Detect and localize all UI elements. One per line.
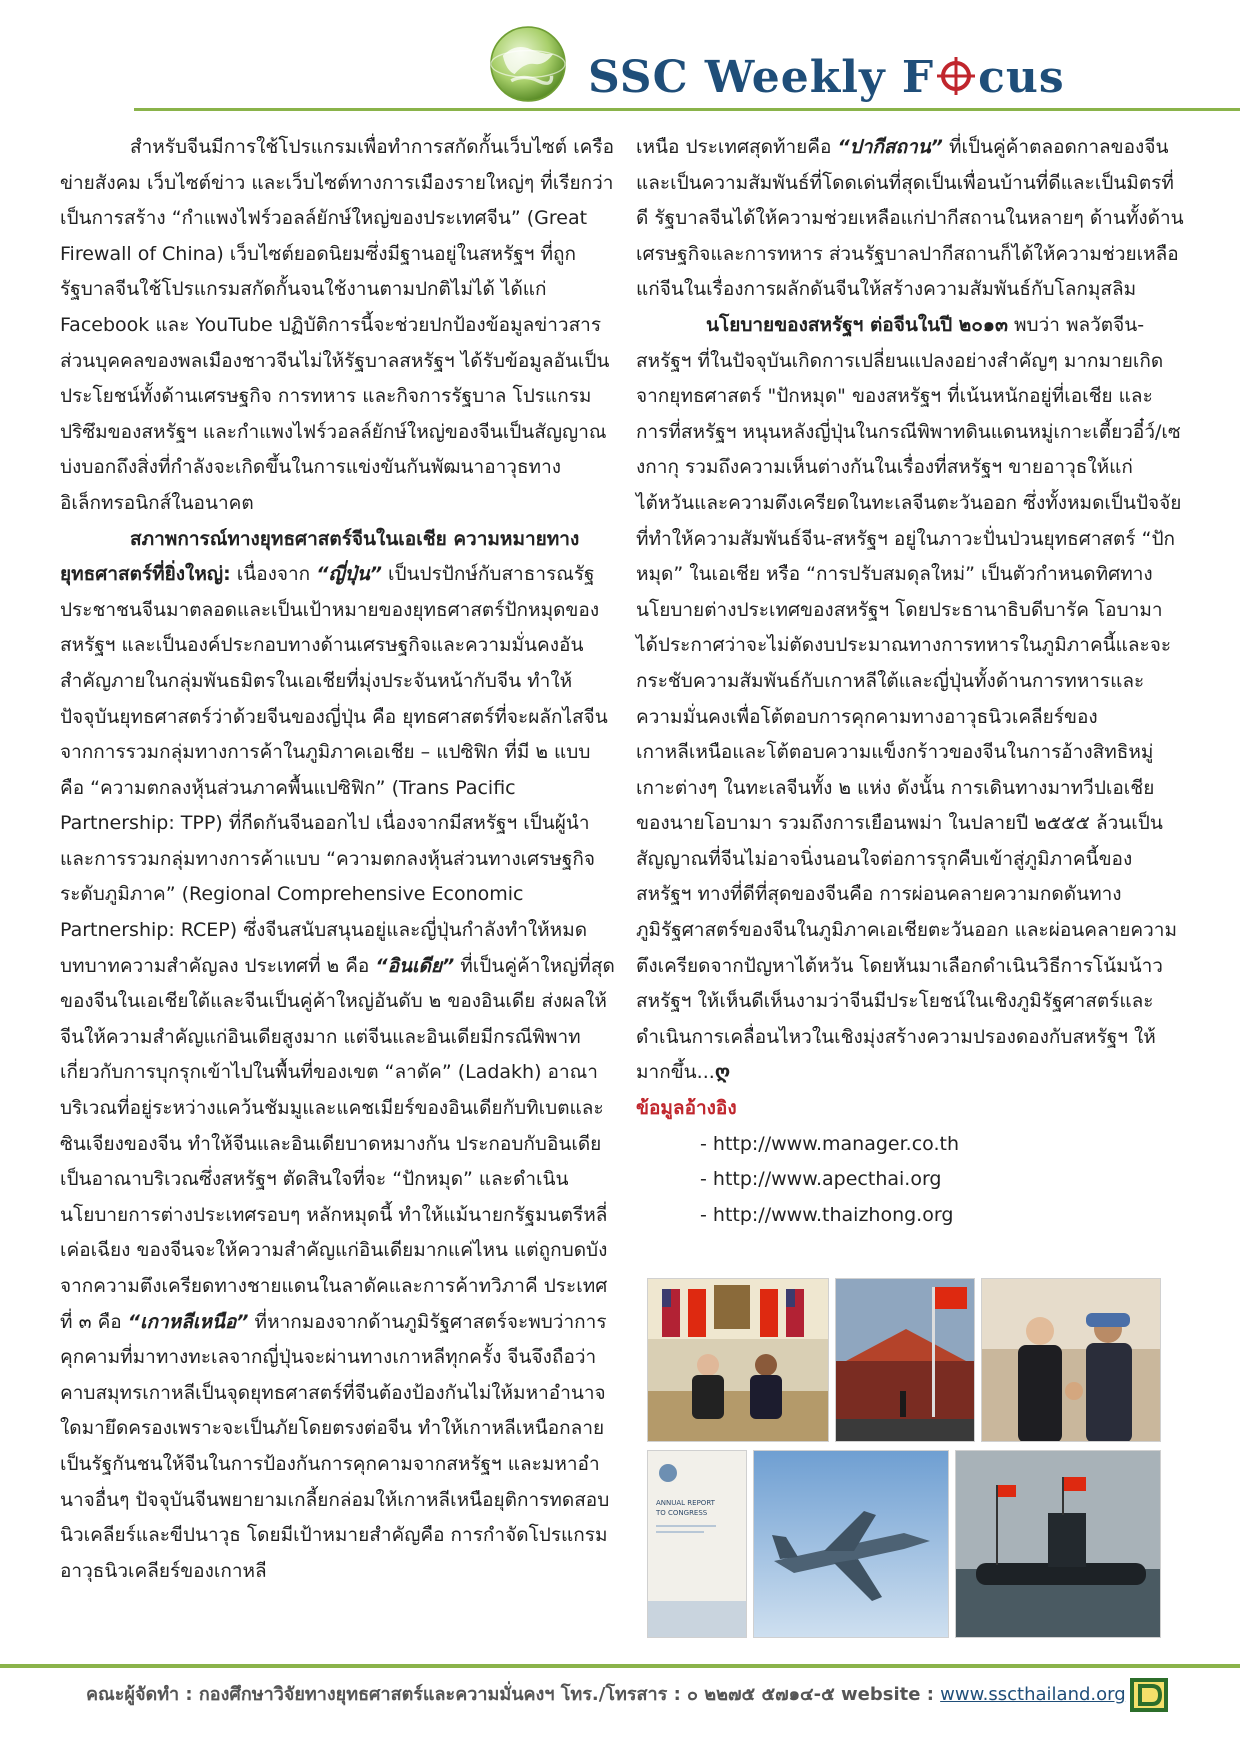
photo-fighter-jet [753, 1450, 949, 1638]
country-north-korea: “เกาหลีเหนือ” [127, 1310, 249, 1333]
pakistan-paragraph [636, 130, 1184, 308]
country-pakistan: “ปากีสถาน” [837, 136, 943, 158]
end-mark-icon: ღ [714, 1061, 731, 1084]
references-list [636, 1127, 1184, 1234]
reference-link[interactable]: - http://www.apecthai.org [700, 1162, 1184, 1198]
photo-leaders-meeting-image [648, 1279, 829, 1442]
masthead-text-start: SSC Weekly F [588, 52, 935, 103]
report-title-line2: TO CONGRESS [656, 1509, 708, 1517]
reference-link[interactable]: - http://www.thaizhong.org [700, 1198, 1184, 1234]
header-divider [134, 108, 1240, 111]
photo-leaders-meeting [647, 1278, 829, 1442]
crosshair-o-icon [936, 56, 976, 96]
text-segment: พบว่า พลวัตจีน-สหรัฐฯ ที่ในปัจจุบันเกิดการเปลี่ยนแปลงอย่างสำคัญๆ มากมายเกิดจากยุทธศาสตร์ "ปักหมุด" ของสหรัฐฯ ที่เน้นหนักอยู่ที่เอเชีย และการที่สหรัฐฯ หนุนหลังญี่ปุ่นในกรณีพิพาทดินแดนหมู่เกาะเตี้ยวอี๋ว์/เซงกากุ รวมถึงความเห็นต่างกันในเรื่องที่สหรัฐฯ ขายอาวุธให้แก่ไต้หวันและความตึงเครียดในทะเลจีนตะวันออก ซึ่งทั้งหมดเป็นปัจจัยที่ทำให้ความสัมพันธ์จีน-สหรัฐฯ อยู่ในภาวะปั่นป่วนยุทธศาสตร์ “ปักหมุด” ในเอเชีย หรือ “การปรับสมดุลใหม่” เป็นตัวกำหนดทิศทางนโยบายต่างประเทศของสหรัฐฯ โดยประธานาธิบดีบารัค โอบามา ได้ประกาศว่าจะไม่ตัดงบประมาณทางการทหารในภูมิภาคนี้และจะกระชับความสัมพันธ์กับเกาหลีใต้และญี่ปุ่นทั้งด้านการทหารและความมั่นคงเพื่อโต้ตอบการคุกคามทางอาวุธนิวเคลียร์ของเกาหลีเหนือและโต้ตอบความแข็งกร้าวของจีนในการอ้างสิทธิหมู่เกาะต่างๆ ในทะเลจีนทั้ง ๒ แห่ง ดังนั้น การเดินทางมาทวีปเอเชียของนายโอบามา รวมถึงการเยือนพม่า ในปลายปี ๒๕๕๕ ล้วนเป็นสัญญาณที่จีนไม่อาจนิ่งนอนใจต่อการรุกคืบเข้าสู่ภูมิภาคนี้ของสหรัฐฯ ทางที่ดีที่สุดของจีนคือ การผ่อนคลายความกดดันทางภูมิรัฐศาสตร์ของจีนในภูมิภาคเอเชียตะวันออก และผ่อนคลายความตึงเครียดจากปัญหาไต้หวัน โดยหันมาเลือกดำเนินวิธีการโน้มน้าวสหรัฐฯ ให้เห็นดีเห็นงามว่าจีนมีประโยชน์ในเชิงภูมิรัฐศาสตร์และดำเนินการเคลื่อนไหวในเชิงมุ่งสร้างความปรองดองกับสหรัฐฯ ให้มากขึ้น... [636, 313, 1182, 1084]
photo-tiananmen-flag-image [836, 1279, 975, 1442]
country-india: “อินเดีย” [375, 954, 455, 977]
footer-credit-text: คณะผู้จัดทำ : กองศึกษาวิจัยทางยุทธศาสตร์และความมั่นคงฯ โทร./โทรสาร : ๐ ๒๒๗๕ ๕๗๑๔-๕ website : [86, 1684, 941, 1705]
country-japan: “ญี่ปุ่น” [316, 563, 382, 586]
photo-collage [647, 1278, 1193, 1638]
photo-handshake-image [982, 1279, 1161, 1442]
us-policy-paragraph [636, 308, 1184, 1091]
references-heading: ข้อมูลอ้างอิง [636, 1097, 737, 1120]
page-header [0, 0, 1240, 118]
report-cover-image [648, 1451, 747, 1638]
photo-tiananmen-flag [835, 1278, 975, 1442]
text-segment: เหนือ ประเทศสุดท้ายคือ [636, 136, 838, 158]
section-heading-us-policy: นโยบายของสหรัฐฯ ต่อจีนในปี ๒๐๑๓ [706, 313, 1008, 336]
photo-submarine-image [956, 1451, 1161, 1638]
reference-link[interactable]: - http://www.manager.co.th [700, 1127, 1184, 1163]
text-segment: ที่เป็นคู่ค้าใหญ่ที่สุดของจีนในเอเชียใต้และจีนเป็นคู่ค้าใหญ่อันดับ ๒ ของอินเดีย ส่งผลให้จีนให้ความสำคัญแก่อินเดียสูงมาก แต่จีนและอินเดียมีกรณีพิพาทเกี่ยวกับการบุกรุกเข้าไปในพื้นที่ของเขต “ลาดัค” (Ladakh) อาณาบริเวณที่อยู่ระหว่างแคว้นชัมมูและแคชเมียร์ของอินเดียกับทิเบตและซินเจียงของจีน ทำให้จีนและอินเดียบาดหมางกัน ประกอบกับอินเดียเป็นอาณาบริเวณซึ่งสหรัฐฯ ตัดสินใจที่จะ “ปักหมุด” และดำเนินนโยบายการต่างประเทศรอบๆ หลักหมุดนี้ ทำให้แม้นายกรัฐมนตรีหลี่ เค่อเฉียง ของจีนจะให้ความสำคัญแก่อินเดียมากแค่ไหน แต่ถูกบดบังจากความตึงเครียดทางชายแดนในลาดัคและการค้าทวิภาคี ประเทศที่ ๓ คือ [60, 954, 615, 1333]
text-segment: ที่เป็นคู่ค้าตลอดกาลของจีนและเป็นความสัมพันธ์ที่โดดเด่นที่สุดเป็นเพื่อนบ้านที่ดีและเป็นมิตรที่ดี รัฐบาลจีนได้ให้ความช่วยเหลือแก่ปากีสถานในหลายๆ ด้านทั้งด้านเศรษฐกิจและการทหาร ส่วนรัฐบาลปากีสถานก็ได้ให้ความช่วยเหลือแก่จีนในเรื่องการผลักดันจีนให้สร้างความสัมพันธ์กับโลกมุสลิม [636, 136, 1184, 301]
text-segment: เนื่องจาก [230, 563, 317, 586]
page-footer [86, 1679, 1126, 1709]
footer-website-link[interactable]: www.sscthailand.org [940, 1684, 1126, 1705]
section-heading-asia: สภาพการณ์ทางยุทธศาสตร์จีนในเอเชีย ความหมายทางยุทธศาสตร์ที่ยิ่งใหญ่ [60, 527, 580, 586]
right-column [636, 130, 1184, 1250]
footer-divider [0, 1664, 1240, 1668]
left-column [60, 130, 616, 1640]
photo-annual-report-cover [647, 1450, 747, 1638]
report-title-line1: ANNUAL REPORT [656, 1499, 715, 1507]
photo-handshake [981, 1278, 1161, 1442]
masthead-text-end: cus [978, 52, 1065, 103]
ssc-emblem-icon [1128, 1676, 1170, 1714]
text-segment: เป็นปรปักษ์กับสาธารณรัฐประชาชนจีนมาตลอดและเป็นเป้าหมายของยุทธศาสตร์ปักหมุดของสหรัฐฯ และเป็นองค์ประกอบทางด้านเศรษฐกิจและความมั่นคงอันสำคัญภายในกลุ่มพันธมิตรในเอเชียที่มุ่งประจันหน้ากับจีน ทำให้ปัจจุบันยุทธศาสตร์ว่าด้วยจีนของญี่ปุ่น คือ ยุทธศาสตร์ที่จะผลักไสจีนจากการรวมกลุ่มทางการค้าในภูมิภาคเอเชีย – แปซิฟิก ที่มี ๒ แบบ คือ “ความตกลงหุ้นส่วนภาคพื้นแปซิฟิก” (Trans Pacific Partnership: TPP) ที่กีดกันจีนออกไป เนื่องจากมีสหรัฐฯ เป็นผู้นำ และการรวมกลุ่มทางการค้าแบบ “ความตกลงหุ้นส่วนทางเศรษฐกิจระดับภูมิภาค” (Regional Comprehensive Economic Partnership: RCEP) ซึ่งจีนสนับสนุนอยู่และญี่ปุ่นกำลังทำให้หมดบทบาทความสำคัญลง ประเทศที่ ๒ คือ [60, 563, 608, 977]
masthead-title [588, 50, 1065, 106]
globe-logo-icon [486, 22, 570, 106]
intro-paragraph: สำหรับจีนมีการใช้โปรแกรมเพื่อทำการสกัดกั้นเว็บไซต์ เครือข่ายสังคม เว็บไซต์ข่าว และเว็บไซต์ทางการเมืองรายใหญ่ๆ ที่เรียกว่าเป็นการสร้าง “กำแพงไฟร์วอลล์ยักษ์ใหญ่ของประเทศจีน” (Great Firewall of China) เว็บไซต์ยอดนิยมซึ่งมีฐานอยู่ในสหรัฐฯ ที่ถูกรัฐบาลจีนใช้โปรแกรมสกัดกั้นจนใช้งานตามปกติไม่ได้ ได้แก่ Facebook และ YouTube ปฏิบัติการนี้จะช่วยปกป้องข้อมูลข่าวสารส่วนบุคคลของพลเมืองชาวจีนไม่ให้รัฐบาลสหรัฐฯ ได้รับข้อมูลอันเป็นประโยชน์ทั้งด้านเศรษฐกิจ การทหาร และกิจการรัฐบาล โปรแกรมปริซึมของสหรัฐฯ และกำแพงไฟร์วอลล์ยักษ์ใหญ่ของจีนเป็นสัญญาณบ่งบอกถึงสิ่งที่กำลังจะเกิดขึ้นในการแข่งขันกันพัฒนาอาวุธทางอิเล็กทรอนิกส์ในอนาคต [60, 136, 615, 514]
text-segment: ที่หากมองจากด้านภูมิรัฐศาสตร์จะพบว่าการคุกคามที่มาทางทะเลจากญี่ปุ่นจะผ่านทางเกาหลีทุกครั้ง จีนจึงถือว่าคาบสมุทรเกาหลีเป็นจุดยุทธศาสตร์ที่จีนต้องป้องกันไม่ให้มหาอำนาจใดมายึดครองเพราะจะเป็นภัยโดยตรงต่อจีน ทำให้เกาหลีเหนือกลายเป็นรัฐกันชนให้จีนในการป้องกันการคุกคามจากสหรัฐฯ และมหาอำนาจอื่นๆ ปัจจุบันจีนพยายามเกลี้ยกล่อมให้เกาหลีเหนือยุติการทดสอบนิวเคลียร์และขีปนาวุธ โดยมีเป้าหมายสำคัญคือ การกำจัดโปรแกรมอาวุธนิวเคลียร์ของเกาหลี [60, 1310, 610, 1582]
photo-fighter-jet-image [754, 1451, 949, 1638]
photo-submarine [955, 1450, 1161, 1638]
heading-colon: : [223, 563, 231, 586]
strategy-paragraph [60, 522, 616, 1590]
